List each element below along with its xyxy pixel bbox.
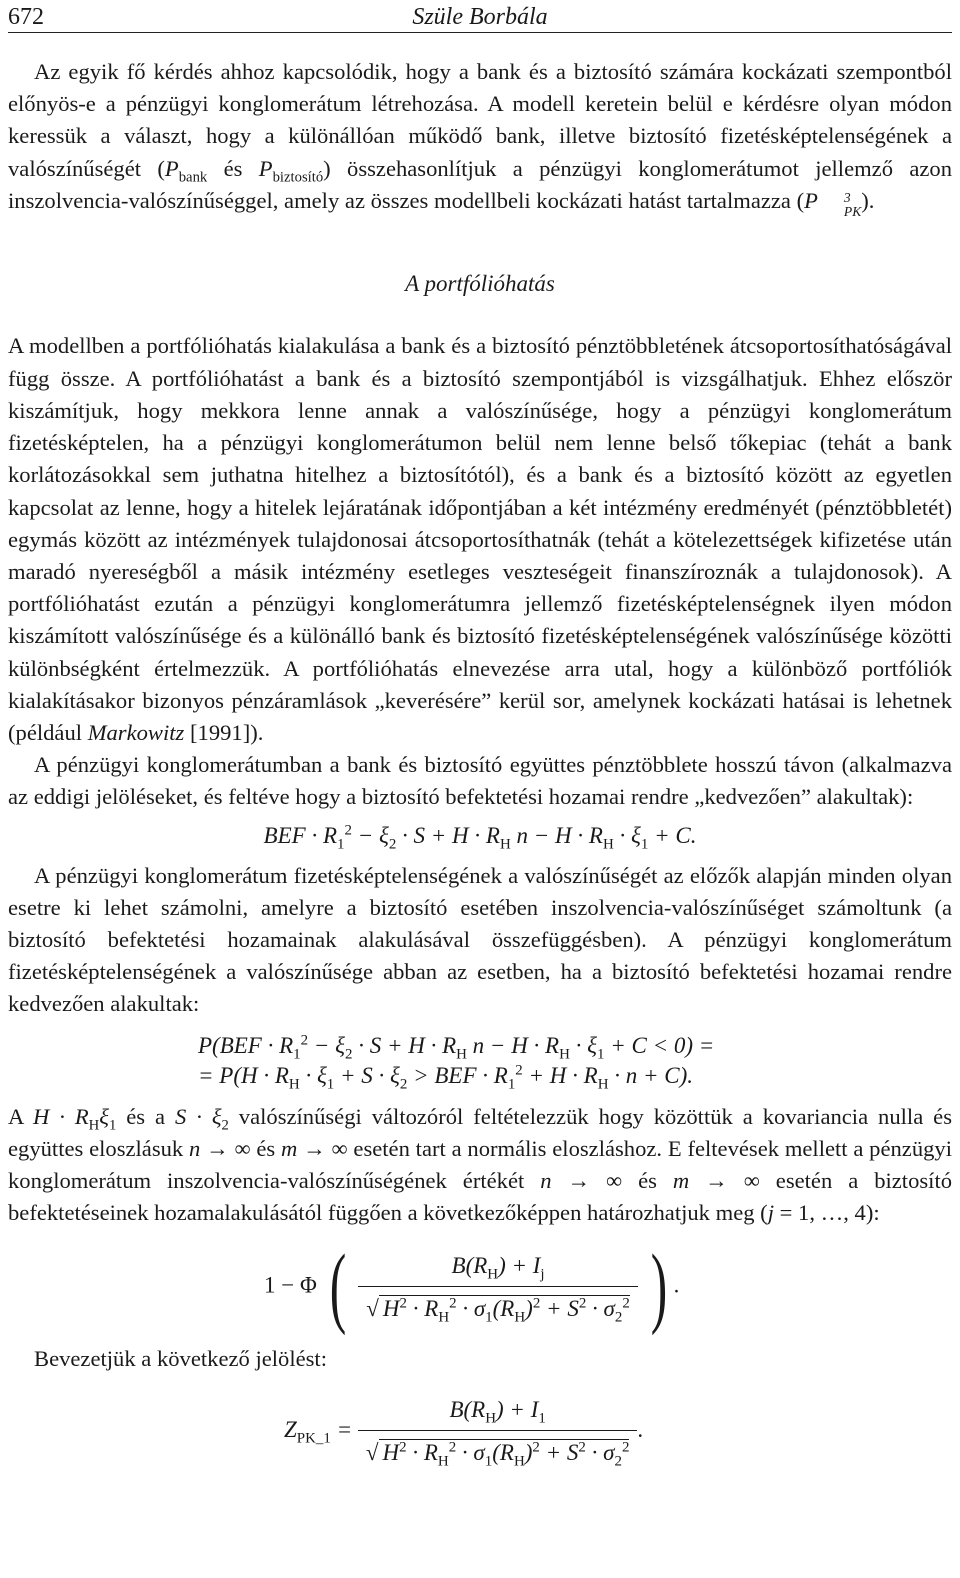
paragraph-assumptions: A $H \cdot R_H\xi_1$ és a $S \cdot \xi_2$ valószínűségi változóról feltételezzük hogy közöttük a kovariancia nulla és együttes eloszlásuk n → ∞ és m → ∞ esetén tart a normális eloszláshoz. E feltevések mellett a pénzügyi konglomerátum inszolvencia-valószínűségének értékét n → ∞ és m → ∞ esetén a biztosító befektetéseinek hozamalakulásától függően a következőképpen határozhatjuk meg (j = 1, …, 4): [8, 1103, 953, 1226]
equation-z: $Z_{PK\_1}$ = $\frac{B(R_H) + I_1}{√ H^2 \cdot R_H^2 \cdot \sigma_1(R_H)^2 + S^2 \cdot \sigma_2^2}$ . [284, 1396, 644, 1470]
paragraph-intro: Az egyik fő kérdés ahhoz kapcsolódik, hogy a bank és a biztosító számára kockázati szempontból előnyös-e a pénzügyi konglomerátum létrehozása. A modell keretein belül e kérdésre olyan módon keressük a választ, hogy a különállóan működő bank, illetve biztosító fizetésképtelenségének a valószínűségét ($P_{bank}$ és $P_{biztosító}$) összehasonlítjuk a pénzügyi konglomerátumot jellemző azon inszolvencia-valószínűséggel, amely az összes modellbeli kockázati hatást tartalmazza (P 3 PK ). [8, 59, 952, 219]
page-number: 672 [8, 4, 44, 30]
running-author: Szüle Borbála [412, 4, 548, 30]
paragraph-combined-surplus: A pénzügyi konglomerátumban a bank és biztosító együttes pénztöbblete hosszú távon (alkalmazva az eddigi jelöléseket, és feltéve hogy a biztosító befektetési hozamai rendre „kedvezően” alakultak): [8, 752, 952, 810]
section-heading: A portfólióhatás [405, 271, 555, 297]
paragraph-notation: Bevezetjük a következő jelölést: [34, 1346, 327, 1372]
paragraph-insolvency: A pénzügyi konglomerátum fizetésképtelenségének a valószínűségét az előzők alapján minden olyan esetre ki lehet számolni, amelyre a biztosító esetében inszolvencia-valószínűséget számoltunk (a biztosító befektetési hozamainak alakulásával összefüggésben). A pénzügyi konglomerátum fizetésképtelenségének a valószínűsége abban az esetben, ha a biztosító befektetési hozamai rendre kedvezően alakultak: [8, 862, 952, 1017]
equation-combined-surplus: BEF · $R_1^2 - \xi_2 \cdot S + H \cdot R_H$ $n - H \cdot R_H \cdot \xi_1 + C$. [263, 821, 697, 853]
equation-phi: 1 − Φ ( $\frac{B(R_H) + I_j}{√ H^2 \cdot R_H^2 \cdot \sigma_1(R_H)^2 + S^2 \cdot \sigma_2^2}$ ) . [264, 1237, 680, 1337]
running-header [8, 2, 952, 33]
equation-probability: $P(BEF \cdot R_1^2 - \xi_2 \cdot S + H \cdot R_H$ $n - H \cdot R_H \cdot \xi_1 + C < 0$) = = $P(H \cdot R_H \cdot \xi_1 + S \cdot \xi_2$ > BEF · $R_1^2 + H \cdot R_H \cdot n + C$). [198, 1031, 715, 1093]
paragraph-portfolio-effect: A modellben a portfólióhatás kialakulása a bank és a biztosító pénztöbbletének átcsoportosíthatóságával függ össze. A portfólióhatást a bank és a biztosító szempontjából is vizsgálhatjuk. Ehhez először kiszámítjuk, hogy mekkora lenne annak a valószínűsége, hogy a pénzügyi konglomerátum fizetésképtelen, ha a pénzügyi konglomerátumon belül nem lenne belső tőkepiac (tehát a bank korlátozásokkal sem juthatna hitelhez a biztosítótól), és a bank és a biztosító között az egyetlen kapcsolat az lenne, hogy a hitelek lejáratának időpontjában a két intézmény eredményét (pénztöbbletét) egymás között az intézmények tulajdonosai átcsoportosíthatnák (tehát a kötelezettségek kifizetése után maradó nyereségből a másik intézmény esetleges veszteségeit finanszíroznák a tulajdonosok). A portfólióhatást ezután a pénzügyi konglomerátumra jellemző fizetésképtelenségnek ilyen módon kiszámított valószínűsége és a különálló bank és biztosító fizetésképtelenségének valószínűsége közötti különbségként értelmezzük. A portfólióhatás elnevezése arra utal, hogy a különböző portfóliók kialakításakor bizonyos pénzáramlások „keverésére” kerül sor, amelynek kockázati hatásai is lehetnek (például Markowitz [1991]). [8, 333, 952, 745]
article-body [8, 56, 952, 1469]
